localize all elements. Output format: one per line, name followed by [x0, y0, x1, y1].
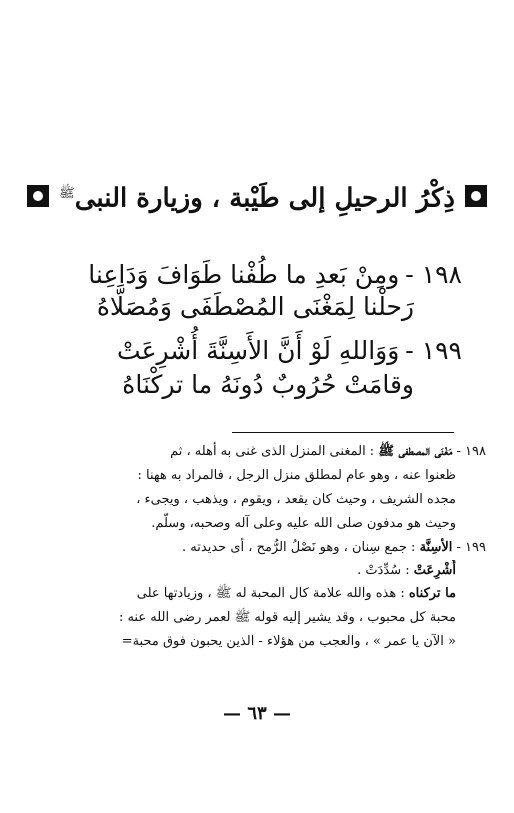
note-line	[50, 464, 456, 488]
verse-text: وَوَاللهِ لَوْ أَنَّ الأَسِنَّةَ أُشْرِعَتْ	[117, 336, 400, 365]
note-line	[50, 560, 456, 582]
footnotes	[50, 440, 486, 654]
ornament-icon-left	[27, 185, 49, 207]
verse-text: رَحلْنا لِمَغْنَى المُصْطَفَى وَمُصَلَّاهُ	[96, 292, 414, 321]
note-text: وحيث هو مدفون صلى الله عليه وعلى آله وصحبه، وسلّم.	[151, 516, 456, 531]
title-label: ذِكْرُ الرحيلِ إلى طَيْبة ، وزيارة النبى	[74, 183, 455, 214]
note-number: ١٩٨ -	[452, 444, 486, 459]
ornament-icon-right	[465, 185, 487, 207]
note-keyword: ما تركناه	[408, 586, 456, 601]
verse-line	[52, 257, 462, 293]
verse-text: ومِنْ بَعدِ ما طُفْنا طَوَافَ وَدَاعِنا	[88, 260, 400, 289]
note-keyword: مَغْنَى المصطفى ﷺ	[378, 444, 453, 459]
note-keyword: أُشْرِعَتْ	[413, 563, 456, 578]
note-number: ١٩٩ -	[452, 540, 486, 555]
verse-line	[52, 333, 462, 369]
verse-text: وقامَتْ حُرُوبٌ دُونَهُ ما تركْنَاهُ	[122, 370, 414, 399]
note-text: : المغنى المنزل الذى غنى به أهله ، ثم	[170, 444, 379, 459]
salutation-glyph: ﷺ	[59, 185, 75, 201]
verse-line	[4, 367, 462, 403]
note-line	[50, 536, 486, 560]
note-text: : جمع سِنان ، وهو نَصْلُ الرُّمح ، أى حديدته .	[182, 540, 420, 555]
note-text: : سُدِّدَتْ .	[357, 563, 414, 578]
note-text: « الآن يا عمر » ، والعجب من هؤلاء - الذين يحبون فوق محبة=	[121, 634, 456, 649]
verse-line	[4, 289, 462, 325]
note-text: محبة كل محبوب ، وقد يشير إليه قوله ﷺ لعمر رضى الله عنه :	[118, 610, 456, 625]
title-text	[59, 174, 455, 219]
footnote-divider	[232, 432, 454, 433]
note-line	[50, 488, 456, 512]
note-text: : هذه والله علامة كال المحبة له ﷺ ، وزيادتها على	[136, 586, 409, 601]
note-line	[50, 512, 456, 536]
note-text: ظعنوا عنه ، وهو عام لمطلق منزل الرجل ، فالمراد به ههنا :	[137, 468, 456, 483]
note-text: مجده الشريف ، وحيث كان يقعد ، ويقوم ، ويذهب ، ويجىء ،	[136, 492, 456, 507]
note-line	[50, 582, 456, 606]
note-line	[50, 606, 456, 630]
note-keyword: الأسِنَّة	[419, 540, 453, 555]
page-number: — ٦٣ —	[223, 703, 291, 724]
verse-number: ١٩٩ -	[405, 336, 462, 365]
verse-number: ١٩٨ -	[405, 260, 462, 289]
note-line	[50, 440, 486, 464]
section-title	[38, 176, 476, 216]
note-line	[50, 630, 456, 654]
